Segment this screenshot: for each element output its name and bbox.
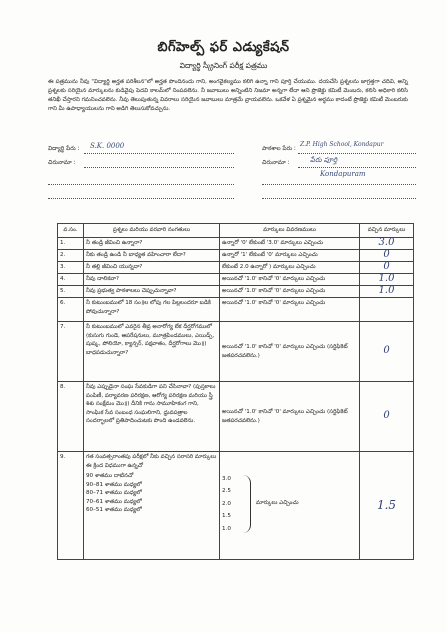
row-score[interactable]: 0 bbox=[360, 262, 414, 274]
row-score[interactable]: 1.0 bbox=[360, 286, 414, 298]
row-score[interactable] bbox=[360, 298, 414, 322]
range-item: 60–51 శాతము మధ్యలో bbox=[86, 507, 142, 514]
row-number: 8. bbox=[58, 382, 84, 452]
document-subtitle: విద్యార్థి స్క్రీనింగ్ పరీక్ష పత్రము bbox=[179, 61, 268, 70]
col-header-question: ప్రశ్నలు మరియు వరవారి నంగతులు bbox=[84, 224, 220, 238]
row-marks-rule: అయినచో '1.0' కానిచో '0' మార్కులు ఎచ్చించు (సర్టిఫికెట్ జతపరచవలెను.) bbox=[220, 382, 360, 452]
table-row bbox=[58, 274, 414, 286]
row-marks-rule bbox=[220, 452, 360, 560]
row-question-text: గత సంవత్సరాంతపు పరీక్షలో నీకు వచ్చిన సరాసరి మార్కులు ఈ క్రింద విధముగా ఉన్నచో bbox=[86, 454, 217, 469]
row-score[interactable]: 1.0 bbox=[360, 274, 414, 286]
address-value-2: Kondapuram bbox=[320, 170, 366, 178]
range-item: 80–71 శాతము మధ్యలో bbox=[86, 490, 142, 497]
scale-value: 2.0 bbox=[222, 500, 231, 507]
instructions-paragraph: ఈ పత్రమును నీవు "విద్యార్థి అర్హత పరిశీలన"లో అర్హత పొందినందు గాని, అంగవైకల్యము కలిగి ఉన్నా గాని పూర్తి చేయుము. దయచేసి ప్రశ్నలను జాగ్రత్తగా చదివి, అన్ని ప్రశ్నలకు సరియైన మార్కులను కుడివైపు పెదవి కాలమ్‌లో నింపవలెను. నీ జవాబులు అన్నింటిని నిజమా అన్నగా లేదా ఆని ప్రొజెక్టు కమిటీ మెంబరు, కలిసి అధికారి కలిసి తనిఖీ చేస్తారని గమనించవలెను. నీవు తెలుపుతున్న వివరాలు సరియైన జవాబులు మాత్రమే వ్రాయవలెను. ఒకవేళ ఏ ప్రశ్నమైన అర్థము కాదంటే ప్రొజెక్టు కమిటీ మెంబరుకు గాని మీ ఉపాధ్యాయులను గాని అడిగి తెలుసుకోవచ్చును. bbox=[48, 79, 408, 112]
student-name-value: S.K. 0000 bbox=[90, 142, 125, 150]
student-name-line bbox=[84, 153, 234, 154]
row-question: నీ కుటుంబములో ఎవరైన తీవ్ర అనారోగ్య లేక దీర్ఘరోగములో (కుసుగు గుండె, ఆపరేషనులు, మూత్రపిండములు, ఎయిడ్స్, షుష్క, పోలియో, క్యాన్సర్, పక్షవాతం, దీర్ఘరోగాలు మొ॥) బాధపడుచున్నారా? bbox=[84, 322, 220, 382]
row-question: నీ కుటుంబములో 18 సం॥ల లోపు గల పిల్లలందరూ బడికి పోవుచున్నారా? bbox=[84, 298, 220, 322]
table-row bbox=[58, 382, 414, 452]
percentage-ranges bbox=[86, 472, 217, 515]
row-question: నీ తండ్రి జీవించి ఉన్నారా? bbox=[84, 238, 220, 250]
row-marks-rule: అయినచో '1.0' కానిచో '0' మార్కులు ఎచ్చించు (సర్టిఫికెట్ జతపరచవలెను.) bbox=[220, 322, 360, 382]
row-marks-rule: అయినచో '1.0' కానిచో '0' మార్కులు ఎచ్చించు bbox=[220, 274, 360, 286]
scale-value: 1.5 bbox=[222, 513, 231, 520]
screening-table bbox=[57, 223, 414, 560]
blank-line bbox=[48, 198, 234, 199]
address-line bbox=[84, 167, 234, 168]
row-number: 9. bbox=[58, 452, 84, 560]
table-row bbox=[58, 452, 414, 560]
marks-scale bbox=[222, 473, 357, 539]
table-header-row bbox=[58, 224, 414, 238]
row-question: నీకు తండ్రి ఉండి నీ బాధ్యత వహించారా లేదా? bbox=[84, 250, 220, 262]
address-label: చిరునామా : bbox=[48, 160, 76, 166]
row-number: 1. bbox=[58, 238, 84, 250]
blank-line bbox=[48, 184, 234, 185]
table-row bbox=[58, 250, 414, 262]
col-header-score: వచ్చిన మార్కులు bbox=[360, 224, 414, 238]
brace-icon bbox=[242, 475, 251, 533]
school-label: పాఠశాల పేరు : bbox=[262, 146, 296, 152]
school-line bbox=[298, 153, 416, 154]
scale-instruction: మార్కులు ఎచ్చించు bbox=[256, 499, 299, 506]
school-value: Z.P. High School, Kondapur bbox=[300, 141, 384, 148]
row-marks-rule: అయినచో '1.0' కానిచో '0' మార్కులు ఎచ్చించు bbox=[220, 286, 360, 298]
student-name-label: విద్యార్థి పేరు : bbox=[48, 146, 80, 152]
row-question: నీవు ప్రభుత్వ పాఠశాలలు చెప్పుచున్నావా? bbox=[84, 286, 220, 298]
table-row bbox=[58, 262, 414, 274]
scale-value: 1.0 bbox=[222, 525, 231, 532]
row-score[interactable]: 3.0 bbox=[360, 238, 414, 250]
blank-line bbox=[262, 184, 416, 185]
table-row bbox=[58, 322, 414, 382]
row-score[interactable]: 1.5 bbox=[360, 452, 414, 560]
row-question: నీవు ఎప్పుడైనా సంఘ సేవకుడిగా పని చేసినావా? (పుస్తకాలు పంపిణీ, పర్యావరణ పరిరక్షణ, ఆరోగ్య పరిరక్షణ మరియు స్త్రీ శిశు సంక్షేమం మొ॥) దీనికి గాను సామూహికంగ గాని, సాంఘిక సేవ సంబంధ సంఘలిగాని, ధ్రువపత్రాల సందర్భాలలో ప్రతిపాదించుటకు పొంది ఉండవలెను. bbox=[84, 382, 220, 452]
scale-value: 3.0 bbox=[222, 475, 231, 482]
row-number: 4. bbox=[58, 274, 84, 286]
row-score[interactable]: 0 bbox=[360, 322, 414, 382]
row-number: 2. bbox=[58, 250, 84, 262]
row-number: 3. bbox=[58, 262, 84, 274]
row-number: 6. bbox=[58, 298, 84, 322]
row-question: నీ తల్లి జీవించి యున్నదా? bbox=[84, 262, 220, 274]
table-row bbox=[58, 286, 414, 298]
col-header-marks-desc: మార్కులు వివరణములు bbox=[220, 224, 360, 238]
row-number: 5. bbox=[58, 286, 84, 298]
row-marks-rule: అయినచో '1.0' కానిచో '0' మార్కులు ఎచ్చించు bbox=[220, 298, 360, 322]
row-marks-rule: లేకుంటే 2.0 ఉన్నారో ) మార్కులు ఎచ్చించు bbox=[220, 262, 360, 274]
row-score[interactable]: 0 bbox=[360, 382, 414, 452]
table-row bbox=[58, 238, 414, 250]
row-score[interactable]: 0 bbox=[360, 250, 414, 262]
address-line-2 bbox=[298, 167, 416, 168]
row-marks-rule: ఉన్నారో '0' లేకుంటే '3.0' మార్కులు ఎచ్చించు bbox=[220, 238, 360, 250]
row-question: నీవు దాలికవా? bbox=[84, 274, 220, 286]
row-number: 7. bbox=[58, 322, 84, 382]
document-title: బిగ్‌హెల్ప్ ఫర్ ఎడ్యుకేషన్ bbox=[157, 40, 290, 55]
address-value: పేరు పూర్తి bbox=[310, 156, 338, 164]
range-item: 90–81 శాతము మధ్యలో bbox=[86, 481, 142, 488]
table-row bbox=[58, 298, 414, 322]
row-marks-rule: ఉన్నారో '1' లేకుంటే '0' మార్కులు ఎచ్చించు bbox=[220, 250, 360, 262]
row-question bbox=[84, 452, 220, 560]
range-item: 90 శాతము దాటినచో bbox=[86, 473, 134, 479]
range-item: 70–61 శాతము మధ్యలో bbox=[86, 498, 142, 505]
col-header-number: వ.సం. bbox=[58, 224, 84, 238]
address-label-2: చిరునామా : bbox=[262, 160, 290, 166]
scale-value: 2.5 bbox=[222, 488, 231, 495]
blank-line bbox=[262, 198, 416, 199]
